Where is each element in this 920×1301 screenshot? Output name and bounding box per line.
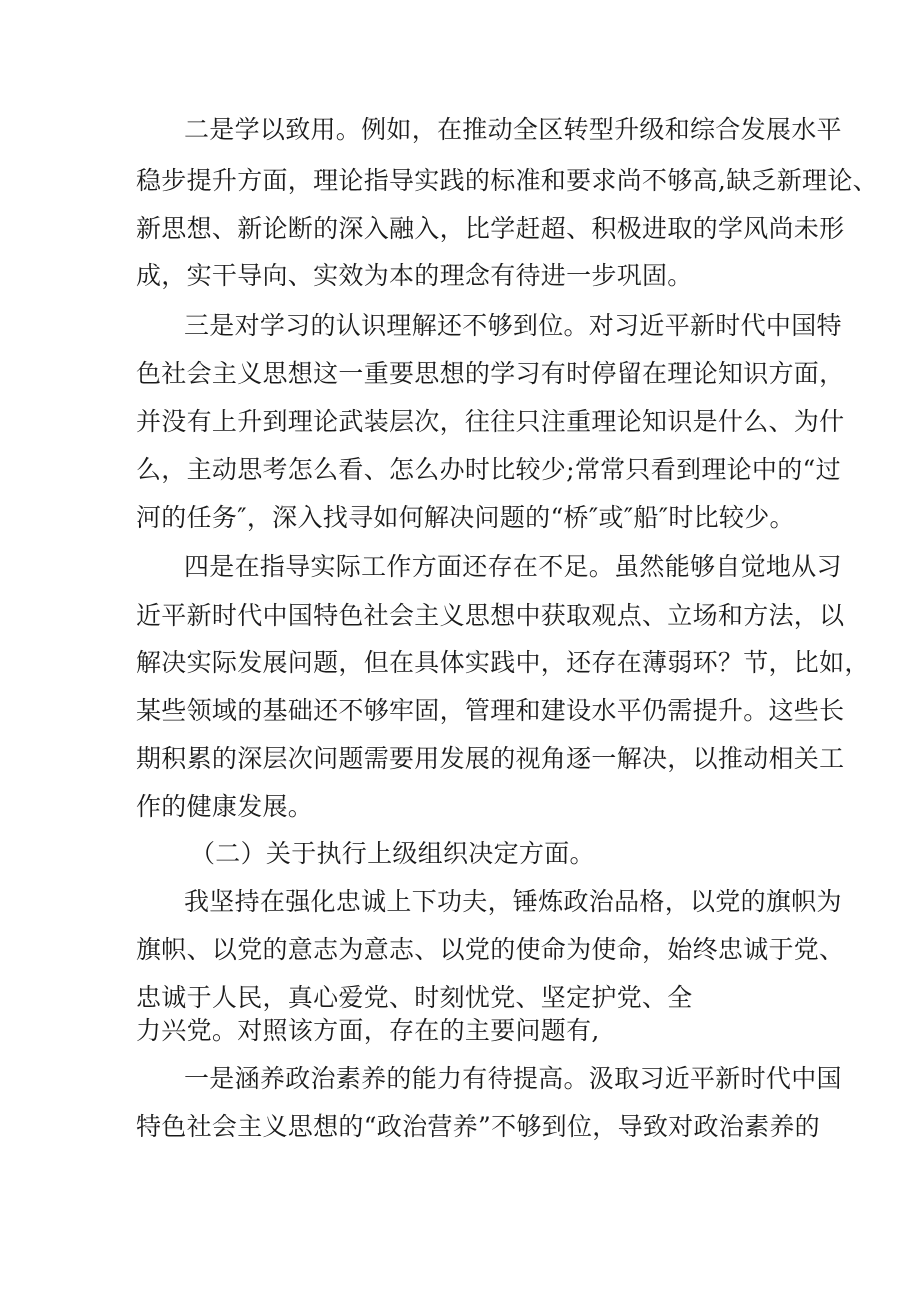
paragraph-line: 色社会主义思想这一重要思想的学习有时停留在理论知识方面，: [136, 359, 845, 388]
paragraph-line: 河的任务″，深入找寻如何解决问题的“桥″或″船″时比较少。: [136, 503, 795, 532]
paragraph-line: 忠诚于人民，真心爱党、时刻忧党、坚定护党、全: [136, 983, 693, 1012]
paragraph-line: 四是在指导实际工作方面还存在不足。虽然能够自觉地从习: [184, 552, 842, 581]
paragraph-line: 我坚持在强化忠诚上下功夫，锤炼政治品格，以党的旗帜为: [184, 887, 842, 916]
paragraph-line: 作的健康发展。: [136, 792, 314, 821]
paragraph-line: 稳步提升方面，理论指导实践的标准和要求尚不够高,缺乏新理论、: [136, 166, 878, 195]
paragraph-line: 力兴党。对照该方面，存在的主要问题有,: [136, 1016, 600, 1045]
paragraph-line: 成，实干导向、实效为本的理念有待进一步巩固。: [136, 261, 693, 290]
paragraph-line: 特色社会主义思想的“政治营养”不够到位，导致对政治素养的: [136, 1112, 820, 1141]
paragraph-line: 某些领域的基础还不够牢固，管理和建设水平仍需提升。这些长: [136, 696, 845, 725]
paragraph-line: 解决实际发展问题，但在具体实践中，还存在薄弱环？节，比如，: [136, 648, 870, 677]
paragraph-line: 三是对学习的认识理解还不够到位。对习近平新时代中国特: [184, 311, 842, 340]
paragraph-line: 么，主动思考怎么看、怎么办时比较少;常常只看到理论中的“过: [136, 455, 841, 484]
paragraph-line: 新思想、新论断的深入融入，比学赶超、积极进取的学风尚未形: [136, 214, 845, 243]
paragraph-line: 二是学以致用。例如，在推动全区转型升级和综合发展水平: [184, 115, 842, 144]
paragraph-line: 期积累的深层次问题需要用发展的视角逐一解决，以推动相关工: [136, 744, 845, 773]
paragraph-line: 旗帜、以党的意志为意志、以党的使命为使命，始终忠诚于党、: [136, 935, 845, 964]
paragraph-line: 并没有上升到理论武装层次，往往只注重理论知识是什么、为什: [136, 407, 845, 436]
paragraph-line: 一是涵养政治素养的能力有待提高。汲取习近平新时代中国: [184, 1064, 842, 1093]
section-heading: （二）关于执行上级组织决定方面。: [190, 839, 595, 868]
paragraph-line: 近平新时代中国特色社会主义思想中获取观点、立场和方法，以: [136, 601, 845, 630]
